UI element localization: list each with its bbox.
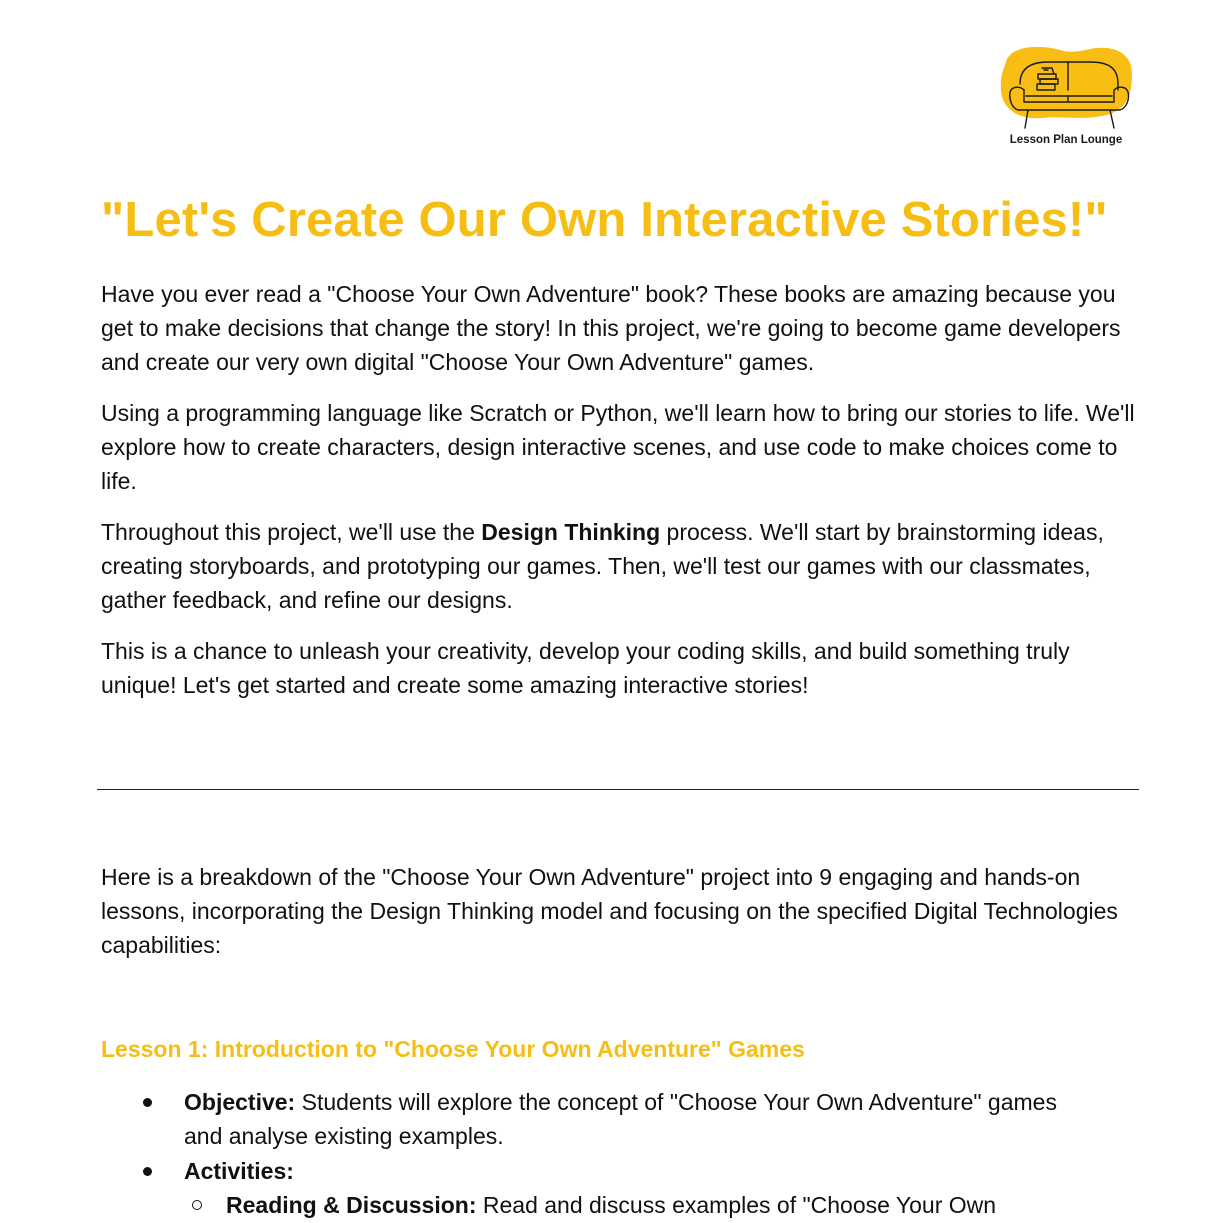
intro-p3-end: process. We'll start by brainstorming ideas, creating storyboards, and prototyping our games. Then, we'll test our games with our classmates, gather feedback, and refine our designs.: [101, 519, 1104, 613]
intro-paragraph-1: Have you ever read a "Choose Your Own Adventure" book? These books are amazing because you get to make decisions that change the story! In this project, we're going to become game developers and create our very own digital "Choose Your Own Adventure" games.: [101, 281, 1121, 375]
page-title: "Let's Create Our Own Interactive Stories!": [101, 193, 1108, 247]
intro-p3-start: Throughout this project, we'll use the: [101, 519, 482, 545]
list-item-objective: [143, 1085, 1063, 1153]
intro-paragraph-4: This is a chance to unleash your creativity, develop your coding skills, and build something truly unique! Let's get started and create some amazing interactive stories!: [101, 638, 1070, 698]
list-item-activities: [143, 1154, 1063, 1222]
activities-sublist: [184, 1188, 1063, 1222]
activity-1-label: Reading & Discussion:: [226, 1192, 477, 1218]
design-thinking-emphasis: Design Thinking: [481, 519, 661, 545]
bullet-icon: [143, 1167, 152, 1176]
intro-paragraph-3: [101, 515, 1141, 617]
objective-label: Objective:: [184, 1089, 296, 1115]
objective-text: Students will explore the concept of "Choose Your Own Adventure" games and analyse existing examples.: [184, 1089, 1057, 1149]
logo: [998, 44, 1138, 156]
sofa-with-books-icon: [998, 44, 1138, 136]
horizontal-divider: [97, 789, 1139, 790]
intro-section: [101, 277, 1141, 719]
logo-text: Lesson Plan Lounge: [1009, 134, 1123, 146]
hollow-bullet-icon: [192, 1200, 202, 1210]
lesson-1-list: [143, 1085, 1063, 1223]
breakdown-paragraph: Here is a breakdown of the "Choose Your Own Adventure" project into 9 engaging and hands-on lessons, incorporating the Design Thinking model and focusing on the specified Digital Technologies capabilities:: [101, 864, 1118, 958]
lesson-1-heading: Lesson 1: Introduction to "Choose Your Own Adventure" Games: [101, 1036, 805, 1062]
activity-1-text: Read and discuss examples of "Choose Your Own: [476, 1192, 997, 1218]
list-item-reading-discussion: [184, 1188, 1063, 1222]
activities-label: Activities:: [184, 1158, 294, 1184]
intro-paragraph-2: Using a programming language like Scratch or Python, we'll learn how to bring our stories to life. We'll explore how to create characters, design interactive scenes, and use code to make choices come to life.: [101, 400, 1135, 494]
bullet-icon: [143, 1098, 152, 1107]
